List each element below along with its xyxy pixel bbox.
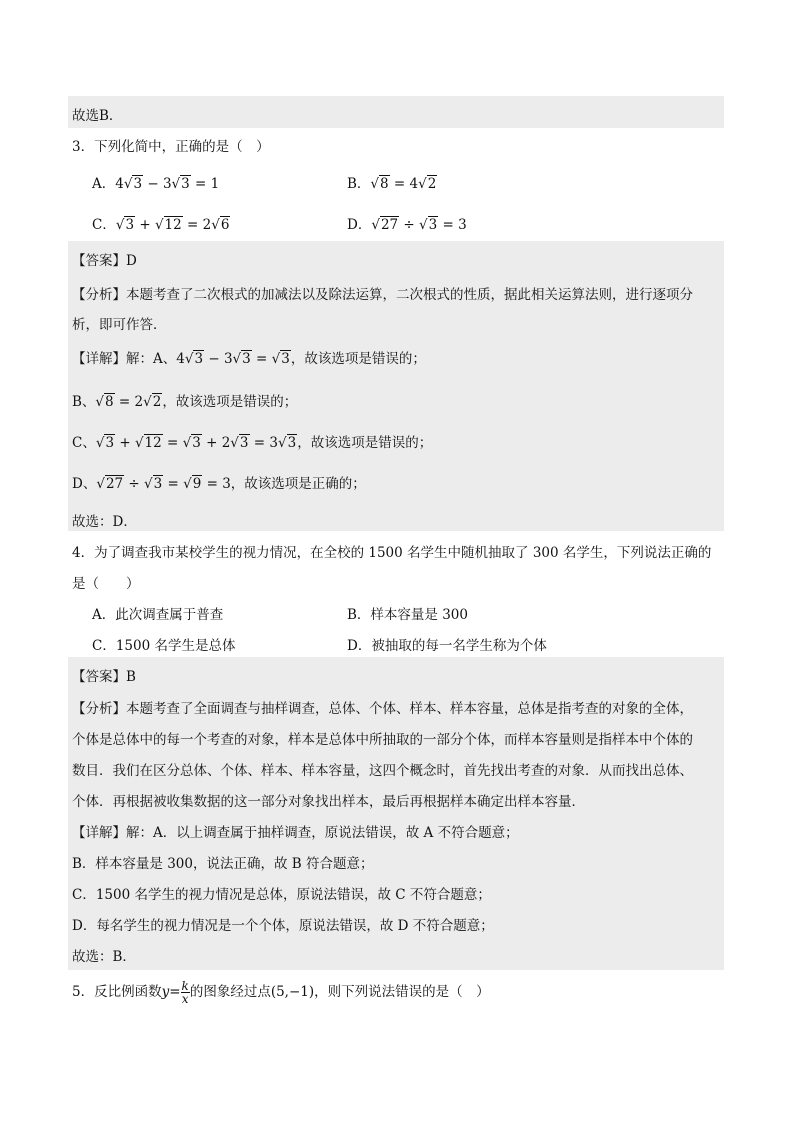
q3-conclusion: 故选：D． (72, 514, 137, 530)
q2-conclusion: 故选B． (72, 108, 123, 124)
q4-option-c: C．1500 名学生是总体 (92, 638, 236, 654)
q4-analysis-3: 数目．我们在区分总体、个体、样本、样本容量，这四个概念时，首先找出考查的对象．从而找出总体、 (72, 763, 693, 779)
q4-analysis-1: 【分析】本题考查了全面调查与抽样调查，总体、个体、样本、样本容量，总体是指考查的对象的全体， (72, 701, 693, 717)
q4-conclusion: 故选：B． (72, 949, 136, 965)
q4-option-b: B．样本容量是 300 (347, 607, 468, 623)
q3-detail-d: D、√27 ÷ √3 = √9 = 3，故该选项是正确的； (72, 476, 366, 492)
q4-analysis-4: 个体．再根据被收集数据的这一部分对象找出样本，最后再根据样本确定出样本容量． (72, 794, 585, 810)
q4-detail-2: B．样本容量是 300，说法正确，故 B 符合题意； (72, 856, 374, 872)
q4-answer: 【答案】B (72, 669, 136, 685)
q5-stem: 5．反比例函数y= $\frac{k}{x}$ 的图象经过点(5,−1)，则下列说法错误的是（ ） (72, 979, 490, 1006)
q4-stem-1: 4．为了调查我市某校学生的视力情况，在全校的 1500 名学生中随机抽取了 300 名学生，下列说法正确的 (72, 545, 712, 561)
q2-solution-block (68, 96, 724, 128)
q3-option-d: D．√27 ÷ √3 = 3 (347, 217, 467, 233)
q3-stem: 3．下列化简中，正确的是（ ） (72, 139, 270, 155)
q3-analysis-1: 【分析】本题考查了二次根式的加减法以及除法运算，二次根式的性质，据此相关运算法则，进行逐项分 (72, 287, 693, 303)
q4-stem-2: 是（ ） (72, 576, 140, 592)
q4-detail-1: 【详解】解：A．以上调查属于抽样调查，原说法错误，故 A 不符合题意； (72, 825, 519, 841)
q3-analysis-2: 析，即可作答． (72, 317, 167, 333)
q3-detail-a: 【详解】解：A、4√3 − 3√3 = √3，故该选项是错误的； (72, 351, 426, 367)
q3-option-c: C．√3 + √12 = 2√6 (92, 217, 230, 233)
fraction-k-over-x: $\frac{k}{x}$ (181, 979, 189, 1006)
q4-analysis-2: 个体是总体中的每一个考查的对象，样本是总体中所抽取的一部分个体，而样本容量则是指样本中个体的 (72, 732, 693, 748)
q4-option-a: A．此次调查属于普查 (92, 607, 224, 623)
q3-option-b: B．√8 = 4√2 (347, 176, 437, 192)
q4-detail-3: C．1500 名学生的视力情况是总体，原说法错误，故 C 不符合题意； (72, 887, 491, 903)
q4-detail-4: D．每名学生的视力情况是一个个体，原说法错误，故 D 不符合题意； (72, 918, 494, 934)
q3-option-a: A．4√3 − 3√3 = 1 (92, 176, 220, 192)
q3-detail-b: B、√8 = 2√2，故该选项是错误的； (72, 394, 298, 410)
q3-answer: 【答案】D (72, 253, 137, 269)
q4-option-d: D．被抽取的每一名学生称为个体 (347, 638, 547, 654)
q3-detail-c: C、√3 + √12 = √3 + 2√3 = 3√3，故该选项是错误的； (72, 435, 433, 451)
